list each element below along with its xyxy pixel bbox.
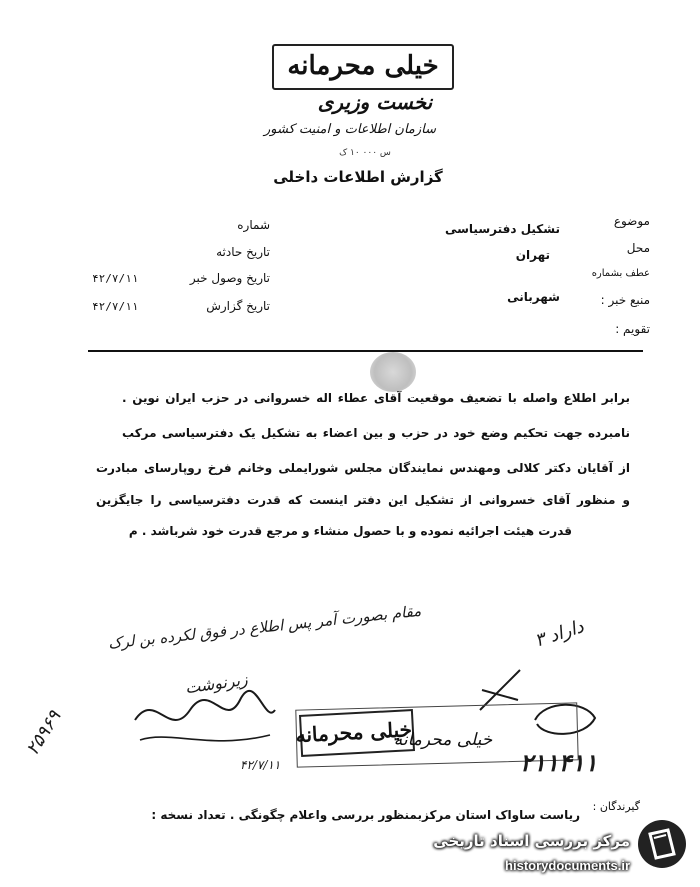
reference-label: عطف بشماره	[591, 268, 650, 279]
place-label: محل	[626, 241, 650, 255]
receipt-date-label: تاریخ وصول خبر	[189, 271, 270, 285]
recipients-label: گیرندگان :	[592, 800, 640, 813]
watermark-name: مرکز بررسی اسناد تاریخی	[433, 832, 630, 850]
bottom-classification-stamp-handwritten: خیلی محرمانه	[393, 730, 493, 750]
handwritten-margin-note: مقام بصورت آمر پس اطلاع در فوق لکرده بن لرک	[107, 601, 422, 653]
classification-stamp: خیلی محرمانه	[272, 44, 454, 90]
signature-scribble-icon	[130, 680, 280, 760]
event-date-label: تاریخ حادثه	[216, 245, 270, 259]
handwritten-number: ۲۱۱۴۱۱	[520, 748, 598, 777]
source-value: شهربانی	[507, 290, 560, 304]
archive-logo-icon	[638, 820, 686, 868]
handwritten-date: ۴۲/۷/۱۱	[240, 758, 281, 772]
watermark-url[interactable]: historydocuments.ir	[505, 858, 630, 873]
org-name-primary: نخست وزیری	[317, 90, 433, 114]
body-line: و منظور آقای خسروانی از تشکیل این دفتر اینست که قدرت دفترسیاسی را جایگزین	[96, 493, 630, 507]
bottom-classification-stamp: خیلی محرمانه	[299, 709, 415, 757]
source-label: منبع خبر :	[600, 293, 650, 307]
header-divider	[88, 350, 643, 352]
body-line: نامبرده جهت تحکیم وضع خود در حزب و بین اعضاء به تشکیل یک دفترسیاسی مرکب	[122, 426, 630, 440]
body-line: برابر اطلاع واصله با تضعیف موقعیت آقای عطاء اله خسروانی در حزب ایران نوین .	[122, 391, 630, 405]
document-title: گزارش اطلاعات داخلی	[273, 168, 443, 186]
place-value: تهران	[515, 248, 550, 262]
assessment-label: تقویم :	[615, 322, 650, 336]
report-date-label: تاریخ گزارش	[206, 299, 270, 313]
body-line: قدرت هیئت اجرائیه نموده و با حصول منشاء و مرجع قدرت خود شرباشد . م	[128, 524, 572, 538]
handwritten-left-number: ۲۵۹۶۹	[22, 707, 66, 760]
receipt-date-value: ۴۲/۷/۱۱	[92, 272, 139, 285]
handwritten-note-right: داراد ۳	[532, 616, 587, 652]
subject-label: موضوع	[613, 214, 650, 228]
recipients-text: ریاست ساواک استان مرکزبمنظور بررسی واعلام چگونگی . تعداد نسخه :	[151, 808, 580, 822]
number-label: شماره	[237, 218, 270, 232]
org-name-secondary: سازمان اطلاعات و امنیت کشور	[263, 122, 437, 137]
body-line: از آقایان دکتر کلالی ومهندس نمایندگان مجلس شورایملی وخانم فرخ روپارسای مبادرت	[96, 461, 630, 475]
seal-mark	[370, 352, 416, 392]
document-code: س ۰۰۰ ۱۰ ک	[339, 148, 391, 158]
subject-value: تشکیل دفترسیاسی	[444, 222, 560, 236]
report-date-value: ۴۲/۷/۱۱	[92, 300, 139, 313]
handwritten-signature: زیرنوشت	[183, 669, 249, 698]
